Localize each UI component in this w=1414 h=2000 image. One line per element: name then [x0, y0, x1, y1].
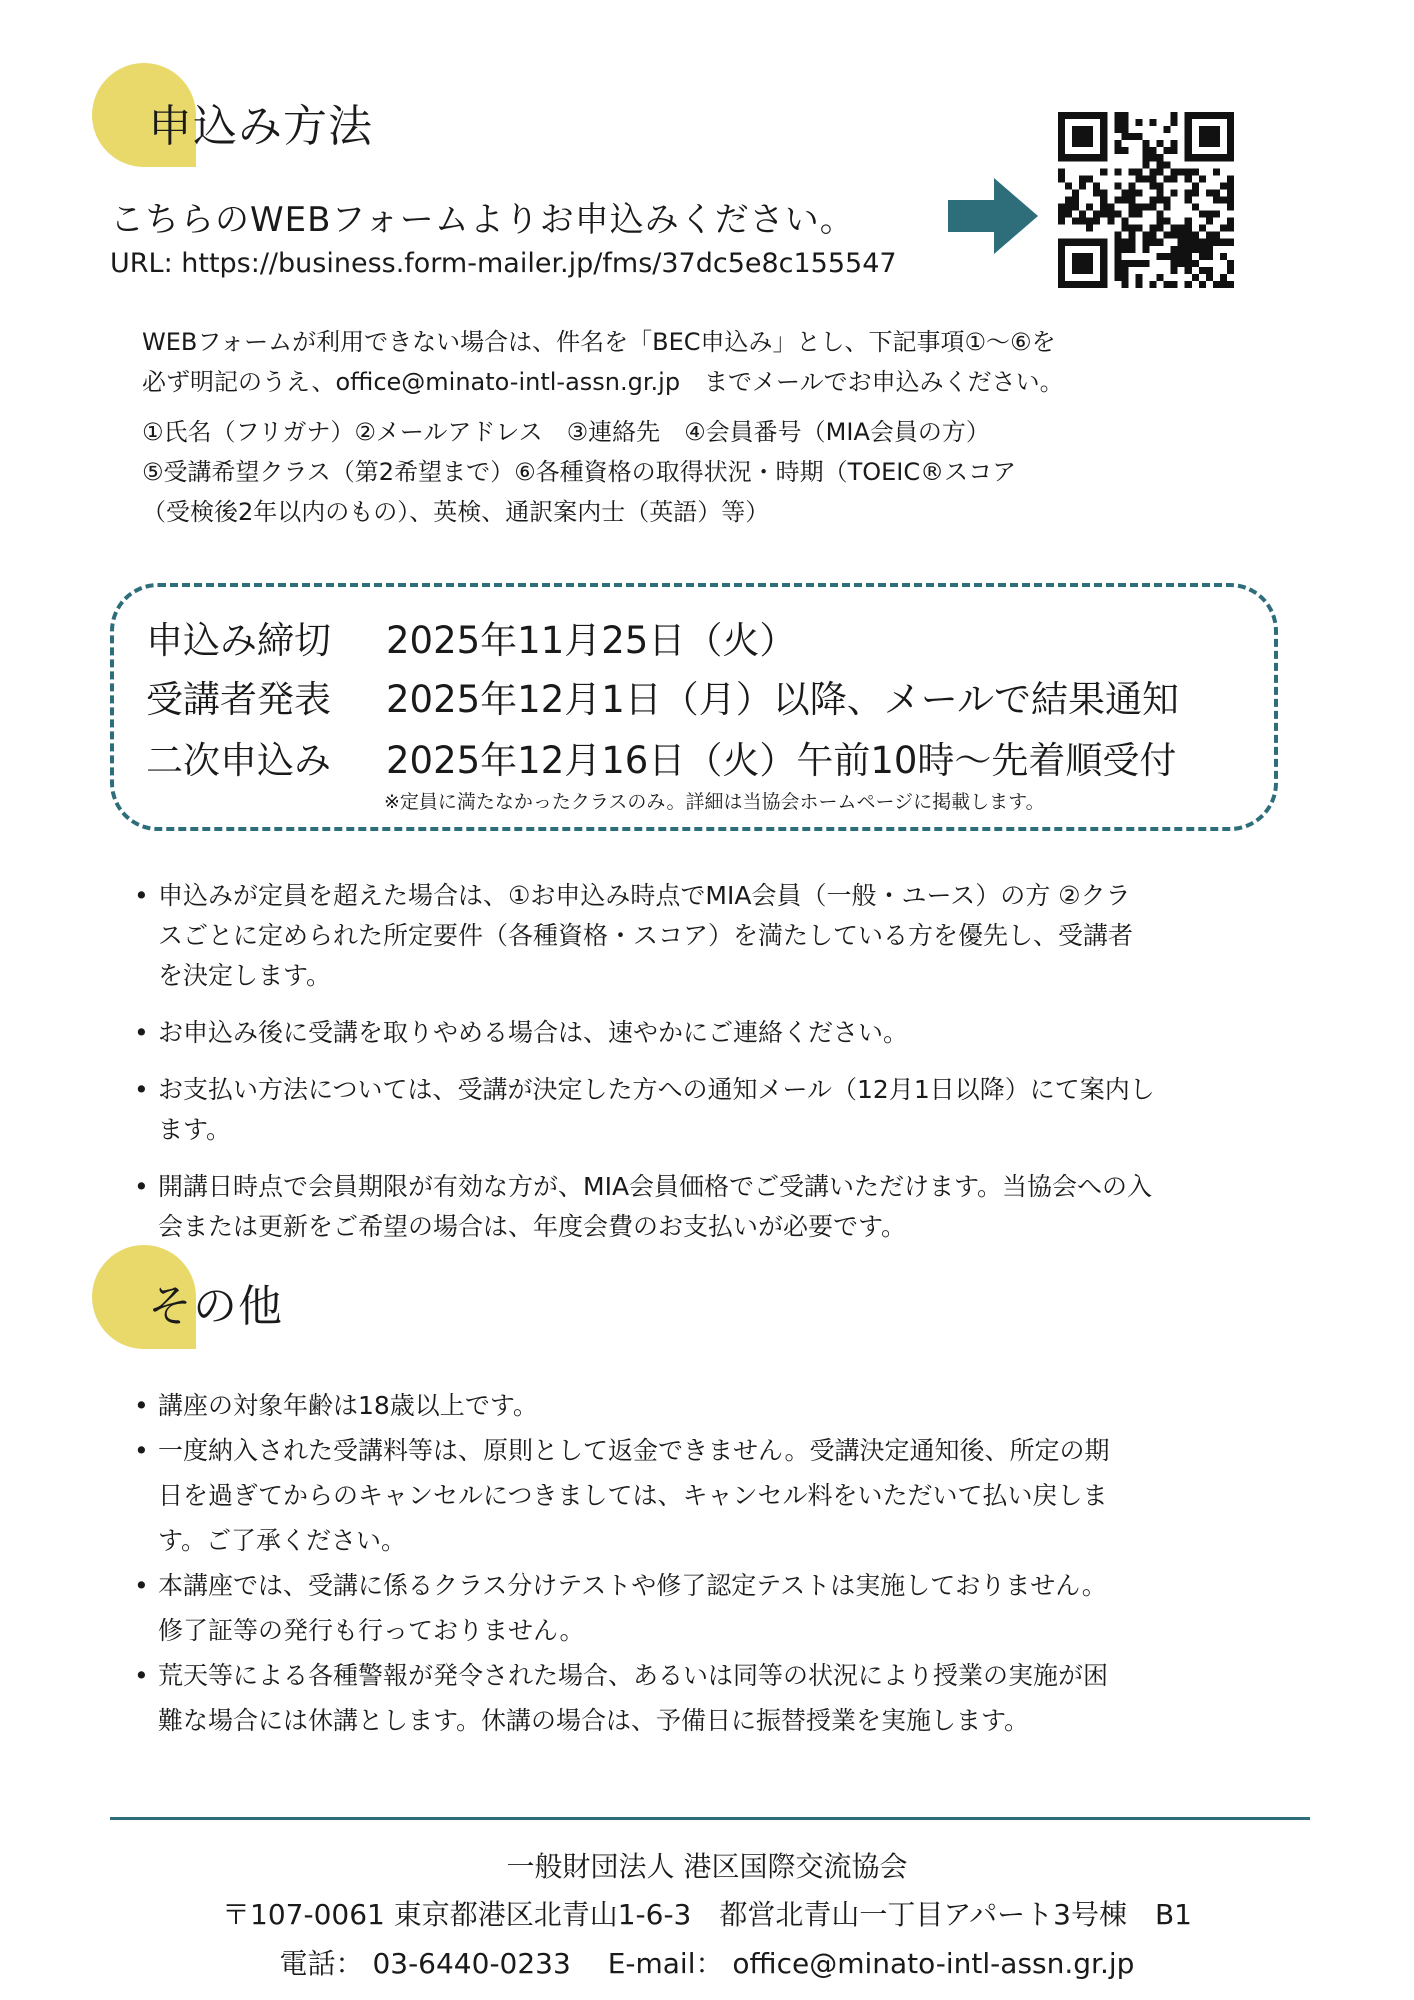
schedule-label: 二次申込み: [146, 739, 331, 782]
alt-instructions-line: 必ず明記のうえ、office@minato-intl-assn.gr.jp までメールでお申込みください。: [142, 368, 1064, 396]
list-item: • 講座の対象年齢は18歳以上です。: [158, 1383, 1110, 1428]
list-item-line: 日を過ぎてからのキャンセルにつきましては、キャンセル料をいただいて払い戻しま: [158, 1481, 1108, 1510]
list-item-line: 難な場合には休講とします。休講の場合は、予備日に振替授業を実施します。: [158, 1706, 1030, 1735]
list-item-line: 荒天等による各種警報が発令された場合、あるいは同等の状況により授業の実施が困: [158, 1661, 1109, 1690]
list-item-line: スごとに定められた所定要件（各種資格・スコア）を満たしている方を優先し、受講者: [158, 921, 1134, 950]
list-item: • 荒天等による各種警報が発令された場合、あるいは同等の状況により授業の実施が困 難な場合には休講とします。休講の場合は、予備日に振替授業を実施します。: [158, 1653, 1110, 1743]
required-items-line: （受検後2年以内のもの）、英検、通訳案内士（英語）等）: [142, 498, 770, 526]
footer-contact[interactable]: 電話： 03-6440-0233 E-mail： office@minato-intl-assn.gr.jp: [279, 1947, 1135, 1980]
list-item-line: す。ご了承ください。: [158, 1526, 407, 1555]
section-heading-application: 申込み方法: [148, 101, 373, 152]
list-item-line: 一度納入された受講料等は、原則として返金できません。受講決定通知後、所定の期: [158, 1436, 1110, 1465]
web-form-lead: こちらのWEBフォームよりお申込みください。: [110, 200, 855, 240]
footer-divider: [110, 1817, 1310, 1820]
schedule-row-deadline: [146, 610, 796, 664]
footer-address: 〒107-0061 東京都港区北青山1-6-3 都営北青山一丁目アパート3号棟 B1: [222, 1898, 1192, 1931]
list-item: • 開講日時点で会員期限が有効な方が、MIA会員価格でご受講いただけます。当協会への入 会または更新をご希望の場合は、年度会費のお支払いが必要です。: [158, 1167, 1155, 1247]
schedule-box: [110, 583, 1278, 831]
list-item-line: 講座の対象年齢は18歳以上です。: [158, 1391, 538, 1420]
qr-code-icon[interactable]: [1058, 112, 1234, 288]
list-item-line: を決定します。: [158, 961, 332, 990]
list-item-line: お申込み後に受講を取りやめる場合は、速やかにご連絡ください。: [158, 1018, 909, 1047]
required-items: [142, 412, 1016, 532]
footer-organization: 一般財団法人 港区国際交流協会: [506, 1850, 908, 1883]
schedule-row-announcement: [146, 669, 1179, 723]
section-heading-other: その他: [148, 1281, 283, 1332]
list-item-line: 開講日時点で会員期限が有効な方が、MIA会員価格でご受講いただけます。当協会への入: [158, 1172, 1153, 1201]
alt-instructions: [142, 322, 1064, 402]
schedule-label: 申込み締切: [146, 619, 331, 662]
list-item: • お支払い方法については、受講が決定した方への通知メール（12月1日以降）にて案内し ます。: [158, 1070, 1155, 1150]
schedule-value: 2025年12月16日（火）午前10時～先着順受付: [386, 739, 1177, 782]
list-item-line: 本講座では、受講に係るクラス分けテストや修了認定テストは実施しておりません。: [158, 1571, 1107, 1600]
schedule-value: 2025年12月1日（月）以降、メールで結果通知: [386, 678, 1180, 721]
schedule-value: 2025年11月25日（火）: [386, 619, 797, 662]
list-item: • 本講座では、受講に係るクラス分けテストや修了認定テストは実施しておりません。 修了証等の発行も行っておりません。: [158, 1563, 1110, 1653]
alt-instructions-line: WEBフォームが利用できない場合は、件名を「BEC申込み」とし、下記事項①～⑥を: [142, 328, 1056, 356]
list-item: • 申込みが定員を超えた場合は、①お申込み時点でMIA会員（一般・ユース）の方 ②クラ スごとに定められた所定要件（各種資格・スコア）を満たしている方を優先し、受講者 を決定します。: [158, 876, 1155, 996]
schedule-row-second-round: [146, 730, 1176, 784]
list-item: • お申込み後に受講を取りやめる場合は、速やかにご連絡ください。: [158, 1013, 1155, 1053]
list-item-line: 会または更新をご希望の場合は、年度会費のお支払いが必要です。: [158, 1212, 907, 1241]
arrow-right-icon: [948, 178, 1038, 254]
list-item-line: ます。: [158, 1115, 232, 1144]
list-item-line: 申込みが定員を超えた場合は、①お申込み時点でMIA会員（一般・ユース）の方 ②クラ: [158, 881, 1131, 910]
required-items-line: ⑤受講希望クラス（第2希望まで）⑥各種資格の取得状況・時期（TOEIC®スコア: [142, 458, 1017, 486]
list-item-line: お支払い方法については、受講が決定した方への通知メール（12月1日以降）にて案内し: [158, 1075, 1155, 1104]
schedule-note: ※定員に満たなかったクラスのみ。詳細は当協会ホームページに掲載します。: [384, 791, 1045, 813]
schedule-label: 受講者発表: [146, 678, 331, 721]
other-list: [134, 1383, 1110, 1743]
notes-list: [134, 876, 1155, 1247]
list-item-line: 修了証等の発行も行っておりません。: [158, 1616, 585, 1645]
list-item: • 一度納入された受講料等は、原則として返金できません。受講決定通知後、所定の期 日を過ぎてからのキャンセルにつきましては、キャンセル料をいただいて払い戻しま す。ご了承ください。: [158, 1428, 1110, 1563]
required-items-line: ①氏名（フリガナ）②メールアドレス ③連絡先 ④会員番号（MIA会員の方）: [142, 418, 990, 446]
form-url-link[interactable]: URL: https://business.form-mailer.jp/fms/37dc5e8c155547: [110, 248, 897, 279]
